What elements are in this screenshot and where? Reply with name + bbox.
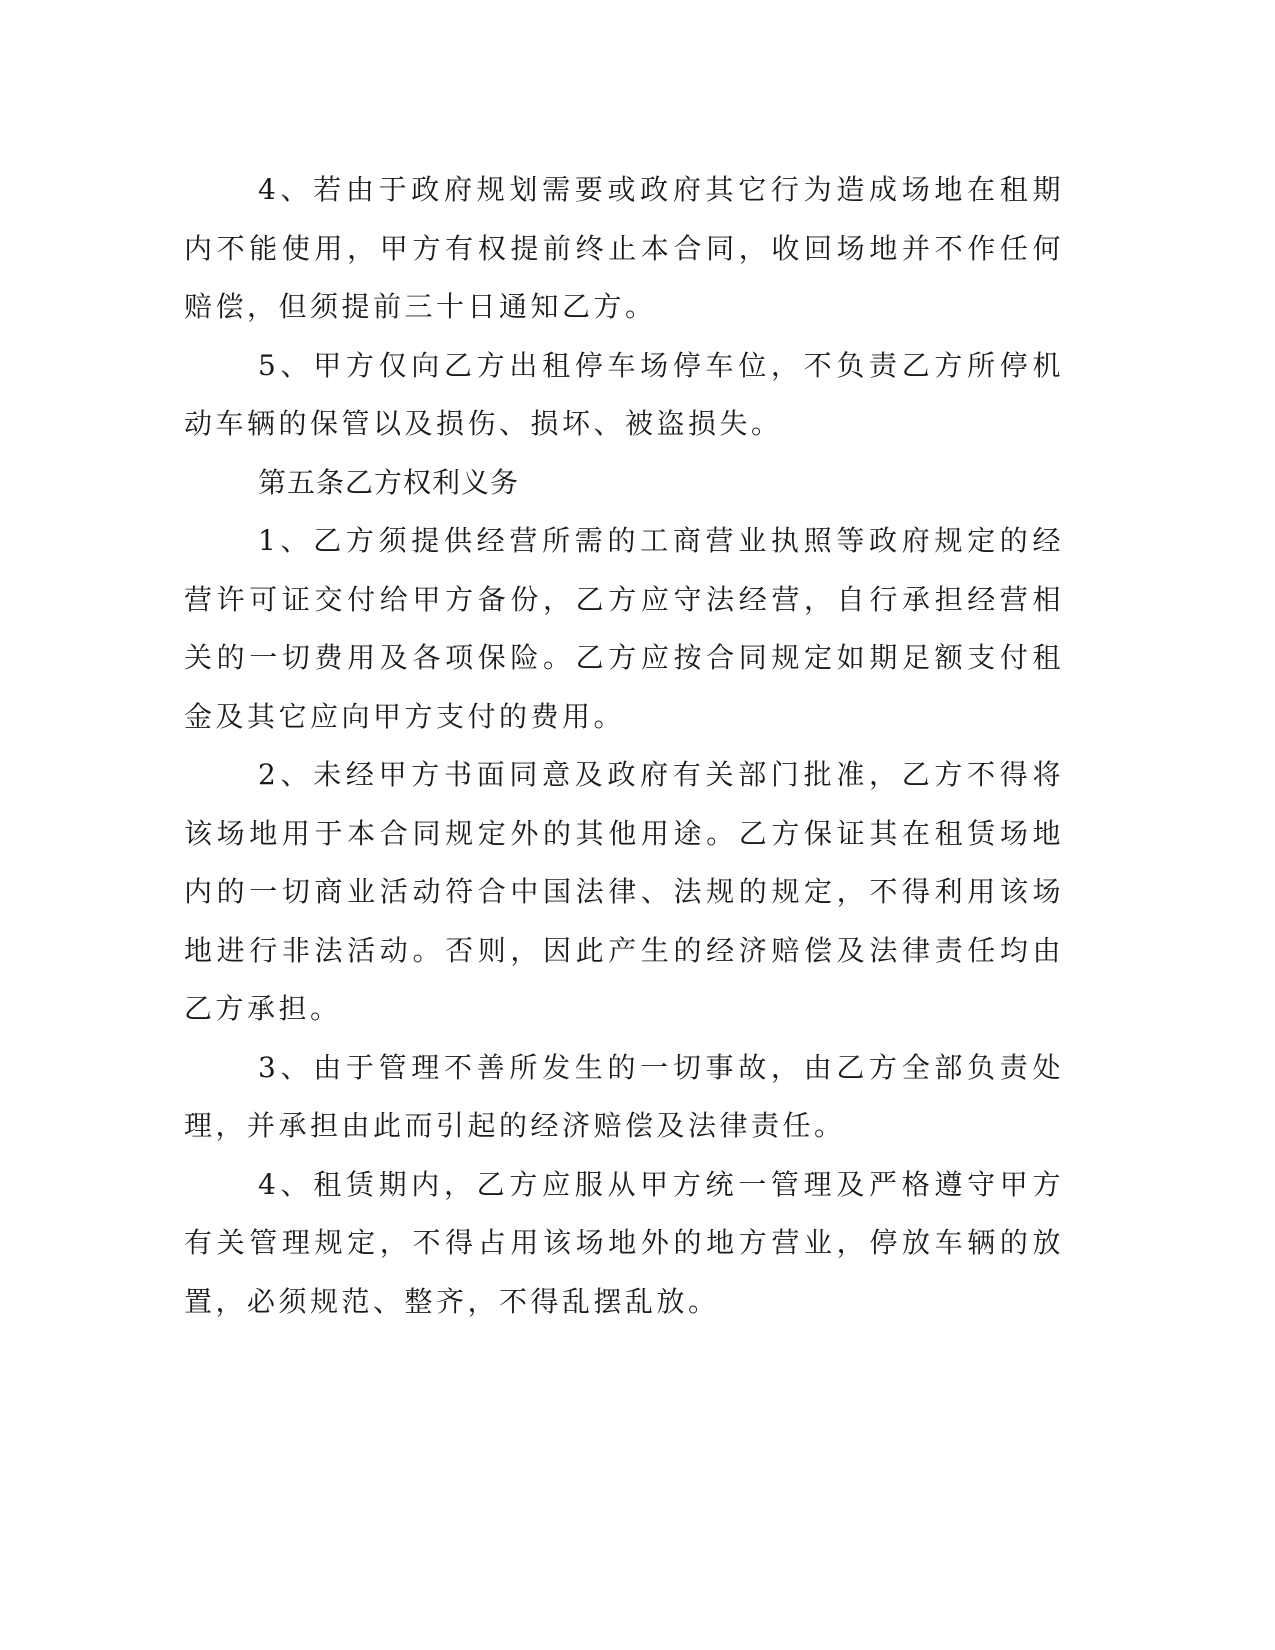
clause-4-management-compliance: 4、租赁期内，乙方应服从甲方统一管理及严格遵守甲方有关管理规定，不得占用该场地外的地方营业，停放车辆的放置，必须规范、整齐，不得乱摆乱放。 <box>184 1167 1064 1318</box>
clause-3-accident-liability: 3、由于管理不善所发生的一切事故，由乙方全部负责处理，并承担由此而引起的经济赔偿及法律责任。 <box>184 1050 1064 1142</box>
article-5-heading: 第五条乙方权利义务 <box>258 465 520 499</box>
clause-5-parking-liability: 5、甲方仅向乙方出租停车场停车位，不负责乙方所停机动车辆的保管以及损伤、损坏、被盗损失。 <box>184 348 1064 440</box>
clause-2-usage-restriction: 2、未经甲方书面同意及政府有关部门批准，乙方不得将该场地用于本合同规定外的其他用途。乙方保证其在租赁场地内的一切商业活动符合中国法律、法规的规定，不得利用该场地进行非法活动。否则，因此产生的经济赔偿及法律责任均由乙方承担。 <box>184 758 1064 1025</box>
clause-1-business-license: 1、乙方须提供经营所需的工商营业执照等政府规定的经营许可证交付给甲方备份，乙方应守法经营，自行承担经营相关的一切费用及各项保险。乙方应按合同规定如期足额支付租金及其它应向甲方支付的费用。 <box>184 524 1064 733</box>
clause-4-govt-termination: 4、若由于政府规划需要或政府其它行为造成场地在租期内不能使用，甲方有权提前终止本合同，收回场地并不作任何赔偿，但须提前三十日通知乙方。 <box>184 173 1064 323</box>
document-body <box>184 161 1064 1331</box>
